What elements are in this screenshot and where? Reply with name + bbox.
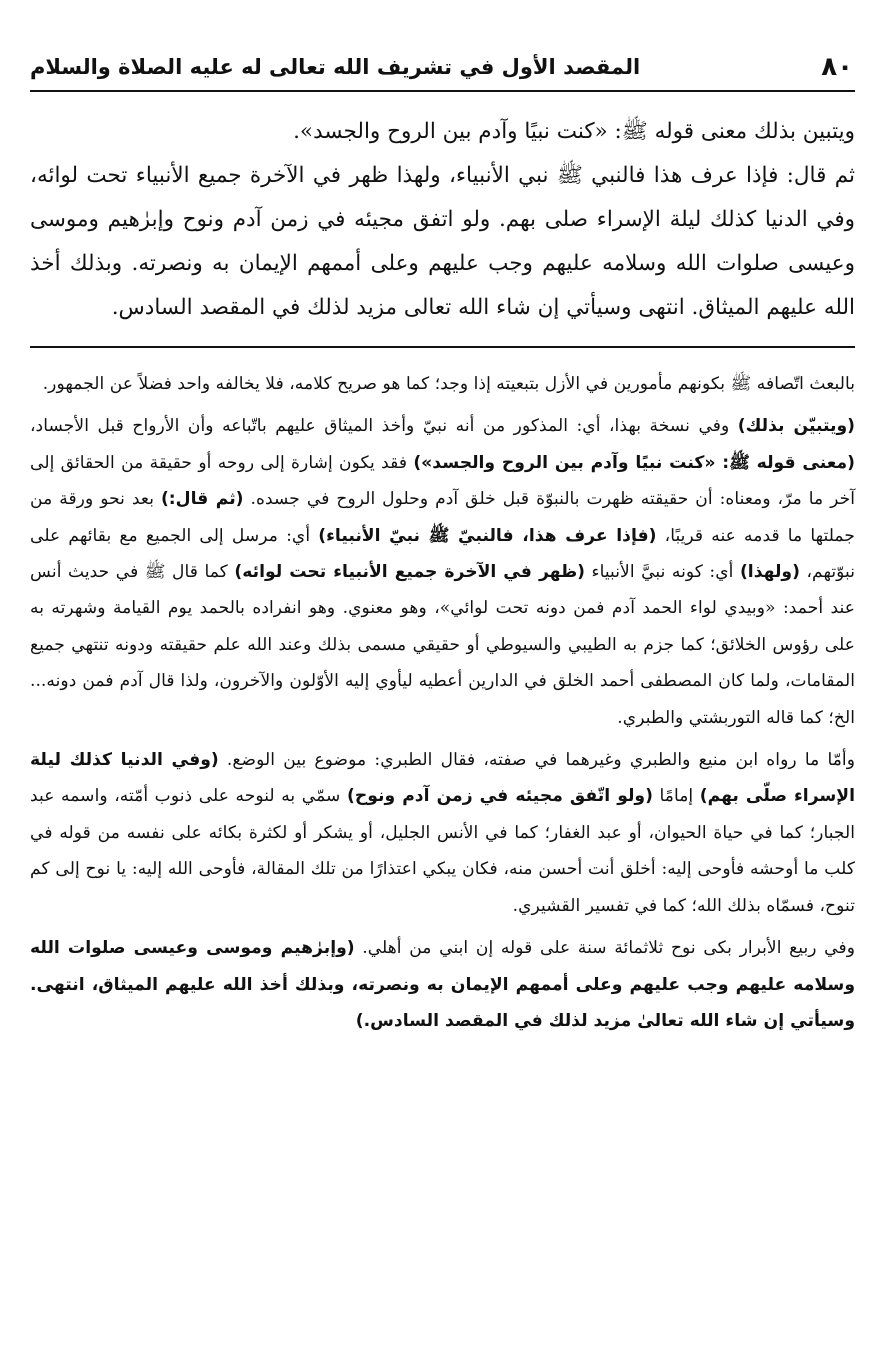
main-paragraph: ثم قال: فإذا عرف هذا فالنبي ﷺ نبي الأنبياء، ولهذا ظهر في الآخرة جميع الأنبياء تحت لوائه، وفي الدنيا كذلك ليلة الإسراء صلى بهم. ولو اتفق مجيئه في زمن آدم ونوح وإبرٰهيم وموسى وعيسى صلوات الله وسلامه عليهم وجب عليهم وعلى أممهم الإيمان به ونصرته. وبذلك أخذ الله عليهم الميثاق. انتهى وسيأتي إن شاء الله تعالى مزيد لذلك في المقصد السادس.: [30, 163, 855, 320]
commentary-text: فقد يكون إشارة إلى روحه أو حقيقة من الحقائق إلى آخر ما مرّ، ومعناه: أن حقيقته ظهرت بالنبوّة قبل خلق آدم وحلول الروح في جسده.: [30, 452, 856, 510]
quoted-main-text: (ولو اتّفق مجيئه في زمن آدم ونوح): [346, 786, 653, 807]
commentary-text: وفي نسخة بهذا، أي: المذكور من أنه نبيّ وأخذ الميثاق عليهم باتّباعه وأن الأرواح قبل الأجساد،: [30, 416, 738, 437]
commentary-paragraph: [30, 930, 855, 1039]
quoted-main-text: (وفي الدنيا كذلك ليلة الإسراء صلّى بهم): [30, 750, 855, 807]
quoted-main-text: (فإذا عرف هذا، فالنبيّ ﷺ نبيّ الأنبياء): [318, 525, 657, 546]
commentary: [30, 366, 855, 1039]
commentary-text: بعد نحو ورقة من جملتها ما قدمه عنه قريبًا،: [30, 489, 855, 546]
page-header: [30, 44, 855, 92]
main-text: [30, 92, 855, 330]
commentary-paragraph: [30, 742, 855, 924]
commentary-text: أي: مرسل إلى الجميع مع بقائهم على نبوّتهم،: [30, 525, 856, 583]
commentary-paragraph: [30, 408, 855, 736]
page-number: ٨٠: [821, 52, 853, 82]
quoted-main-text: (ظهر في الآخرة جميع الأنبياء تحت لوائه): [234, 562, 586, 583]
commentary-text: كما قال ﷺ في حديث أنس عند أحمد: «وبيدي لواء الحمد آدم فمن دونه تحت لوائي»، وهو معنوي. وهو انفراده بالحمد يوم القيامة وشهرته به على رؤوس الخلائق؛ كما جزم به الطيبي والسيوطي أو حقيقي مسمى بذلك وعند الله علم حقيقته ودونه تنتهي جميع المقامات، ولما كان المصطفى أحمد الخلق في الدارين أعطيه ليأوي إليه الأوّلون والآخرون، ولذا قال آدم فمن دونه... الخ؛ كما قاله التوربشتي والطبري.: [30, 562, 855, 728]
quoted-main-text: (ويتبيّن بذلك): [737, 416, 856, 437]
commentary-text: أي: كونه نبيَّ الأنبياء: [585, 562, 740, 583]
commentary-paragraph: [30, 366, 855, 402]
main-paragraph: ويتبين بذلك معنى قوله ﷺ: «كنت نبيًا وآدم بين الروح والجسد».: [293, 119, 855, 144]
commentary-text: وأمّا ما رواه ابن منيع والطبري وغيرهما في صفته، فقال الطبري: موضوع بين الوضع.: [218, 750, 855, 771]
quoted-main-text: (وإبرٰهيم وموسى وعيسى صلوات الله وسلامه عليهم وجب عليهم وعلى أممهم الإيمان به ونصرته، وبذلك أخذ الله عليهم الميثاق، انتهى. وسيأتي إن شاء الله تعالىٰ مزيد لذلك في المقصد السادس.): [30, 938, 855, 1031]
quoted-main-text: (ولهذا): [739, 562, 800, 583]
commentary-text: إمامًا: [652, 786, 700, 807]
footnote-divider: [30, 346, 855, 348]
commentary-text: وفي ربيع الأبرار بكى نوح ثلاثمائة سنة على قوله إن ابني من أهلي.: [354, 938, 855, 959]
commentary-text: بالبعث اتّصافه ﷺ بكونهم مأمورين في الأزل بتبعيته إذا وجد؛ كما هو صريح كلامه، فلا يخالفه واحد فضلاً عن الجمهور.: [42, 374, 855, 394]
quoted-main-text: (ثم قال:): [160, 489, 244, 510]
running-title: المقصد الأول في تشريف الله تعالى له عليه الصلاة والسلام: [30, 55, 641, 79]
book-page: [30, 44, 855, 1334]
commentary-text: سمّي به لنوحه على ذنوب أمّته، واسمه عبد الجبار؛ كما في حياة الحيوان، أو عبد الغفار؛ كما في الأنس الجليل، أو يشكر أو لكثرة بكائه على نفسه من قوله في كلب ما أوحشه فأوحى إليه: أخلق أنت أحسن منه، فكان يبكي اعتذارًا من تلك المقالة، فأوحى الله إليه: يا نوح إلى كم تنوح، فسمّاه بذلك الله؛ كما في تفسير القشيري.: [30, 786, 855, 916]
quoted-main-text: (معنى قوله ﷺ: «كنت نبيًا وآدم بين الروح والجسد»): [413, 452, 855, 473]
